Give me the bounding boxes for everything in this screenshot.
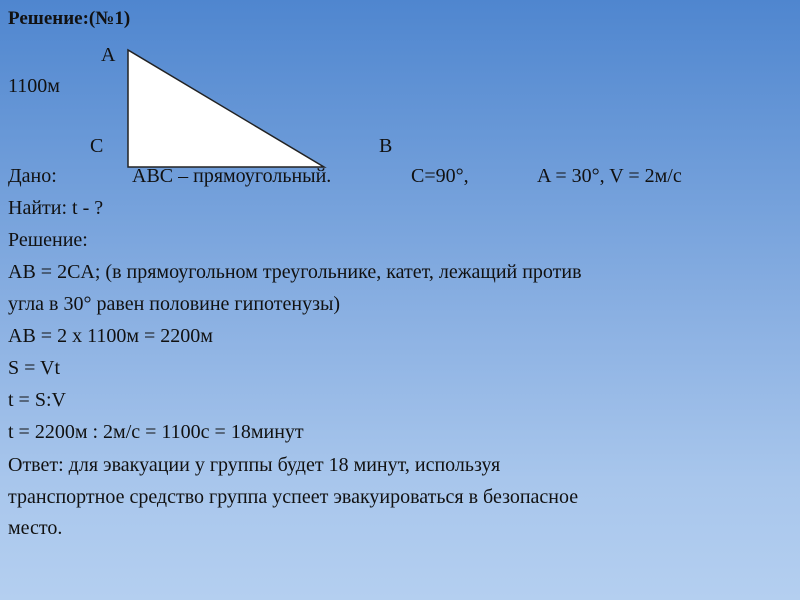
solution-line: t = S:V <box>8 389 66 411</box>
find-line: Найти: t - ? <box>8 197 104 219</box>
answer-line: Ответ: для эвакуации у группы будет 18 минут, используя <box>8 454 501 476</box>
triangle-shape <box>128 50 324 167</box>
vertex-a-label: A <box>101 44 116 66</box>
solution-line: AB = 2CA; (в прямоугольном треугольнике, катет, лежащий против <box>8 261 582 283</box>
vertex-c-label: C <box>90 135 104 157</box>
solution-line: AB = 2 х 1100м = 2200м <box>8 325 213 347</box>
given-angle-a-speed: A = 30°, V = 2м/с <box>537 165 682 187</box>
solution-line: t = 2200м : 2м/с = 1100с = 18минут <box>8 421 304 443</box>
given-angle-c: C=90°, <box>411 165 469 187</box>
solution-line: S = Vt <box>8 357 61 379</box>
vertex-b-label: B <box>379 135 393 157</box>
given-label: Дано: <box>8 165 57 187</box>
slide-title: Решение:(№1) <box>8 8 131 29</box>
side-length-label: 1100м <box>8 75 60 97</box>
solution-heading: Решение: <box>8 229 88 251</box>
answer-line: место. <box>8 517 63 539</box>
solution-line: угла в 30° равен половине гипотенузы) <box>8 293 341 315</box>
answer-line: транспортное средство группа успеет эвакуироваться в безопасное <box>8 486 579 508</box>
given-triangle: ABC – прямоугольный. <box>132 165 332 187</box>
